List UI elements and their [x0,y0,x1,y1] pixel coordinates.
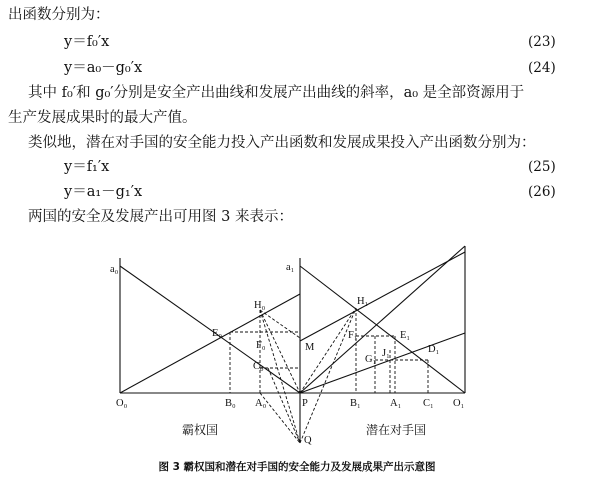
label-P: P [302,398,308,409]
rival-development-line [300,266,465,393]
label-M: M [305,342,315,353]
equation-24: y＝a₀－g₀′x [64,60,143,76]
equation-number-26: (26) [528,184,556,200]
label-J1: J₁ [382,348,390,359]
hegemon-development-line [120,266,300,393]
label-C1: C₁ [423,398,434,409]
figure-caption: 图 3 霸权国和潜在对手国的安全能力及发展成果产出示意图 [158,461,436,473]
paragraph-1-line-1: 其中 f₀′和 g₀′分别是安全产出曲线和发展产出曲线的斜率，a₀ 是全部资源用于 [28,85,525,101]
label-G1: G₁ [365,354,377,365]
label-D1: D₁ [428,344,440,355]
rival-security-line-m [300,252,465,341]
rival-security-line-lower [300,333,465,393]
label-a1: a₁ [286,262,295,273]
equation-number-25: (25) [528,159,556,175]
label-B0: B₀ [225,398,236,409]
equation-25: y＝f₁′x [64,159,110,175]
label-a0: a₀ [110,264,119,275]
paragraph-3: 两国的安全及发展产出可用图 3 来表示： [28,209,293,225]
region-label-hegemon: 霸权国 [182,423,219,437]
label-A1: A₁ [390,398,402,409]
label-O0: O₀ [116,398,128,409]
equation-26: y＝a₁－g₁′x [64,184,143,200]
hegemon-security-line [120,294,300,393]
figure-3-diagram [110,238,490,454]
equation-number-24: (24) [528,60,556,76]
region-label-rival: 潜在对手国 [366,423,427,437]
paragraph-2: 类似地，潜在对手国的安全能力投入产出函数和发展成果投入产出函数分别为： [28,135,536,151]
label-B1: B₁ [350,398,361,409]
equation-23: y＝f₀′x [64,34,110,50]
equation-number-23: (23) [528,34,556,50]
label-F1: F₁ [348,330,358,341]
rival-security-line-upper [300,246,465,393]
label-E1: E₁ [400,330,411,341]
text-line-intro: 出函数分别为： [8,7,110,23]
label-Q: Q [304,435,312,446]
label-F0: F₀ [256,340,266,351]
paragraph-1-line-2: 生产发展成果时的最大产值。 [8,110,197,126]
label-H1: H₁ [357,296,369,307]
label-C0: C₀ [253,361,264,372]
label-E0: E₀ [212,328,223,339]
label-A0: A₀ [255,398,267,409]
label-O1: O₁ [453,398,465,409]
label-H0: H₀ [254,300,266,311]
